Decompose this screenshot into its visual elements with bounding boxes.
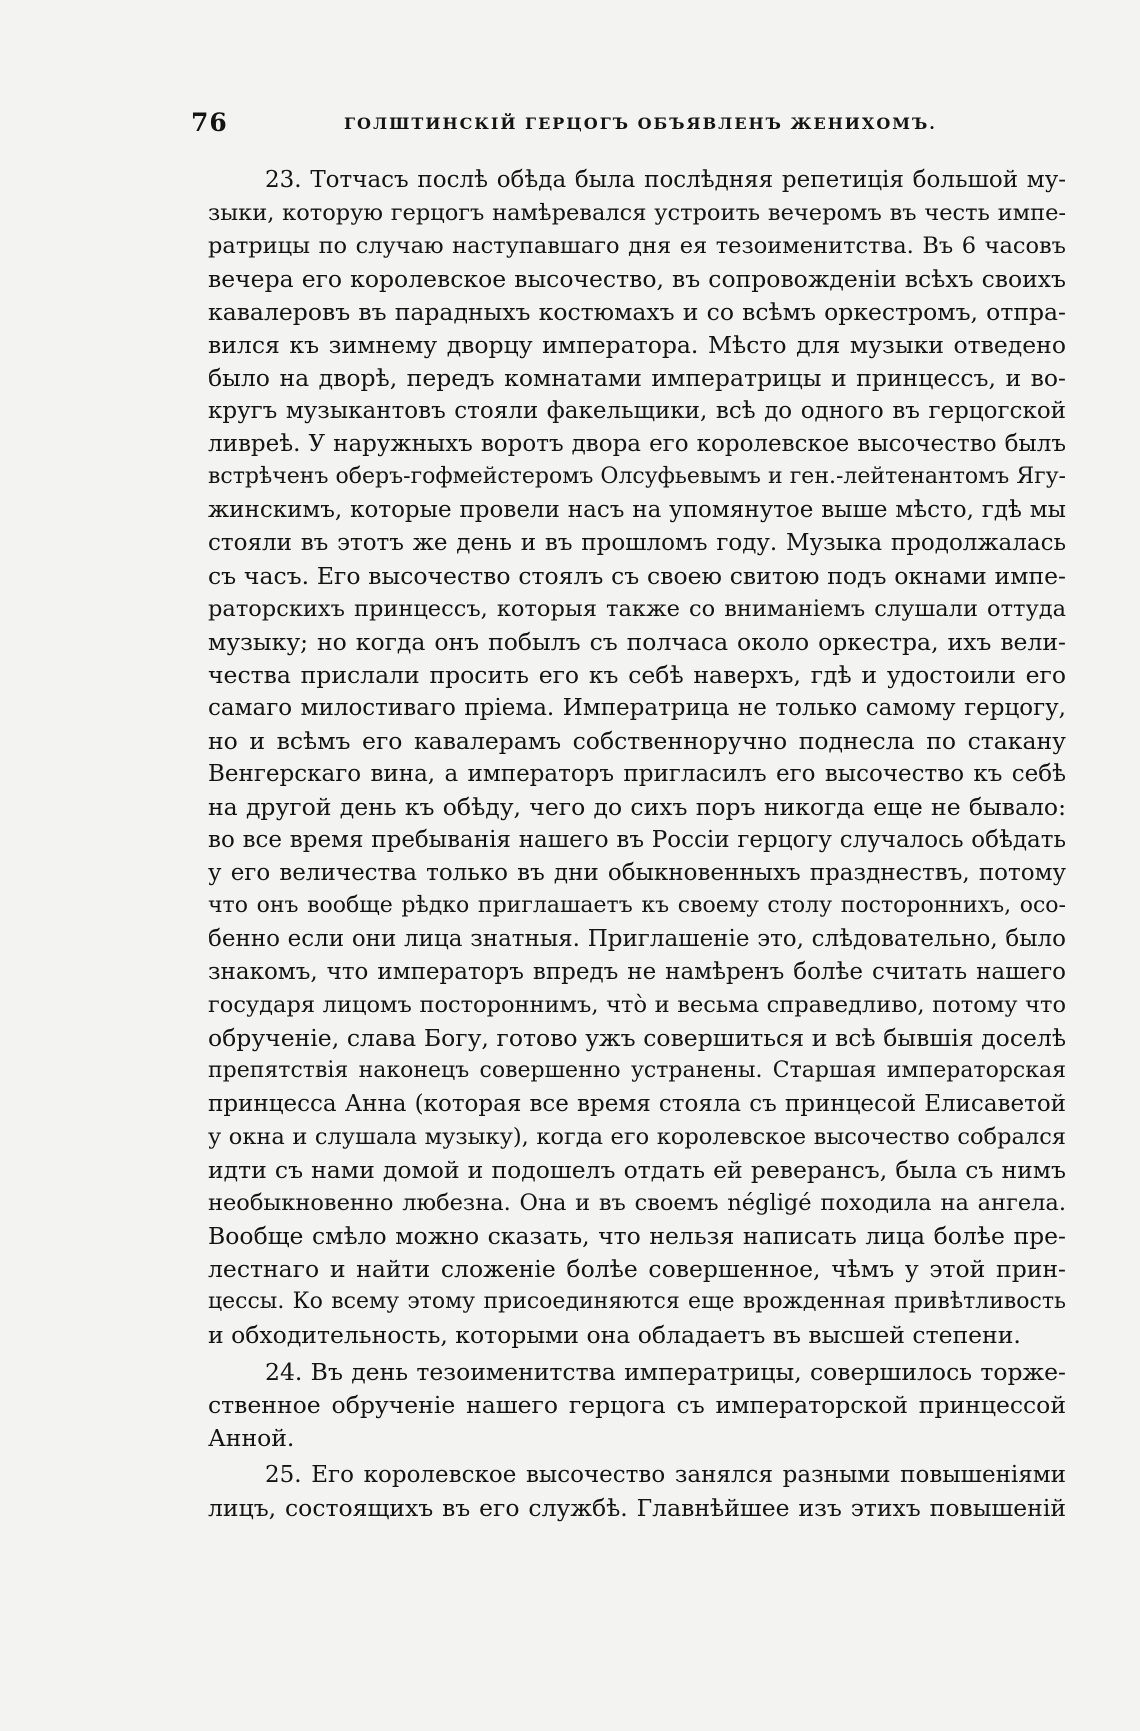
- text-line: обрученіе, слава Богу, готово ужъ совершиться и всѣ бывшія доселѣ: [208, 1024, 1066, 1052]
- text-line: 24. Въ день тезоименитства императрицы, совершилось торже-: [265, 1358, 1066, 1386]
- text-line: зыки, которую герцогъ намѣревался устроить вечеромъ въ честь импе-: [208, 200, 1066, 226]
- text-line: ственное обрученіе нашего герцога съ императорской принцессой: [208, 1391, 1066, 1419]
- text-line: самаго милостиваго пріема. Императрица не только самому герцогу,: [208, 695, 1066, 721]
- text-line: Венгерскаго вина, а императоръ пригласилъ его высочество къ себѣ: [208, 761, 1066, 787]
- text-line: у его величества только въ дни обыкновенныхъ празднествъ, потому: [208, 860, 1066, 886]
- text-line: цессы. Ко всему этому присоединяются еще врожденная привѣтливость: [208, 1289, 1066, 1314]
- text-line: чества прислали просить его къ себѣ наверхъ, гдѣ и удостоили его: [208, 661, 1066, 689]
- text-line: встрѣченъ оберъ-гофмейстеромъ Олсуфьевымъ и ген.-лейтенантомъ Ягу-: [208, 464, 1066, 489]
- text-line: бенно если они лица знатныя. Приглашеніе это, слѣдовательно, было: [208, 926, 1066, 952]
- text-line: ливреѣ. У наружныхъ воротъ двора его королевское высочество былъ: [208, 431, 1066, 457]
- text-line: кругъ музыкантовъ стояли факельщики, всѣ до одного въ герцогской: [208, 398, 1066, 424]
- text-line: у окна и слушала музыку), когда его королевское высочество собрался: [208, 1124, 1066, 1150]
- text-line: ратрицы по случаю наступавшаго дня ея тезоименитства. Въ 6 часовъ: [208, 233, 1066, 259]
- text-line: препятствія наконецъ совершенно устранены. Старшая императорская: [208, 1058, 1066, 1083]
- text-line: вечера его королевское высочество, въ сопровожденіи всѣхъ своихъ: [208, 265, 1066, 293]
- page-number: 76: [191, 108, 228, 137]
- text-line: но и всѣмъ его кавалерамъ собственноручно поднесла по стакану: [208, 727, 1066, 755]
- running-title: ГОЛШТИНСКІЙ ГЕРЦОГЪ ОБЪЯВЛЕНЪ ЖЕНИХОМЪ.: [344, 114, 937, 133]
- text-line: съ часъ. Его высочество стоялъ съ своею свитою подъ окнами импе-: [208, 562, 1066, 590]
- text-line: Анной.: [208, 1424, 295, 1452]
- text-line: и обходительность, которыми она обладаетъ въ высшей степени.: [208, 1321, 1021, 1349]
- text-line: было на дворѣ, передъ комнатами императрицы и принцессъ, и во-: [208, 364, 1066, 392]
- text-line: музыку; но когда онъ побылъ съ полчаса около оркестра, ихъ вели-: [208, 628, 1066, 656]
- text-line: принцесса Анна (которая все время стояла съ принцесой Елисаветой: [208, 1091, 1066, 1117]
- text-line: лестнаго и найти сложеніе болѣе совершенное, чѣмъ у этой прин-: [208, 1255, 1066, 1283]
- text-line: на другой день къ обѣду, чего до сихъ поръ никогда еще не бывало:: [208, 793, 1066, 821]
- text-line: раторскихъ принцессъ, которыя также со вниманіемъ слушали оттуда: [208, 596, 1066, 622]
- text-line: вился къ зимнему дворцу императора. Мѣсто для музыки отведено: [208, 331, 1066, 359]
- text-line: 23. Тотчасъ послѣ обѣда была послѣдняя репетиція большой му-: [265, 167, 1066, 193]
- text-line: необыкновенно любезна. Она и въ своемъ négligé походила на ангела.: [208, 1190, 1066, 1216]
- text-line: идти съ нами домой и подошелъ отдать ей реверансъ, была съ нимъ: [208, 1156, 1066, 1184]
- text-line: государя лицомъ постороннимъ, что̀ и весьма справедливо, потому что: [208, 992, 1066, 1018]
- text-line: знакомъ, что императоръ впредъ не намѣренъ болѣе считать нашего: [208, 959, 1066, 985]
- text-line: что онъ вообще рѣдко приглашаетъ къ своему столу постороннихъ, осо-: [208, 893, 1066, 918]
- text-line: жинскимъ, которые провели насъ на упомянутое выше мѣсто, гдѣ мы: [208, 497, 1066, 523]
- text-line: лицъ, состоящихъ въ его службѣ. Главнѣйшее изъ этихъ повышеній: [208, 1494, 1066, 1522]
- text-line: во все время пребыванія нашего въ Россіи герцогу случалось обѣдать: [208, 827, 1066, 853]
- text-line: Вообще смѣло можно сказать, что нельзя написать лица болѣе пре-: [208, 1222, 1066, 1250]
- text-line: 25. Его королевское высочество занялся разными повышеніями: [265, 1462, 1066, 1488]
- text-line: кавалеровъ въ парадныхъ костюмахъ и со всѣмъ оркестромъ, отпра-: [208, 298, 1066, 326]
- text-line: стояли въ этотъ же день и въ прошломъ году. Музыка продолжалась: [208, 530, 1066, 556]
